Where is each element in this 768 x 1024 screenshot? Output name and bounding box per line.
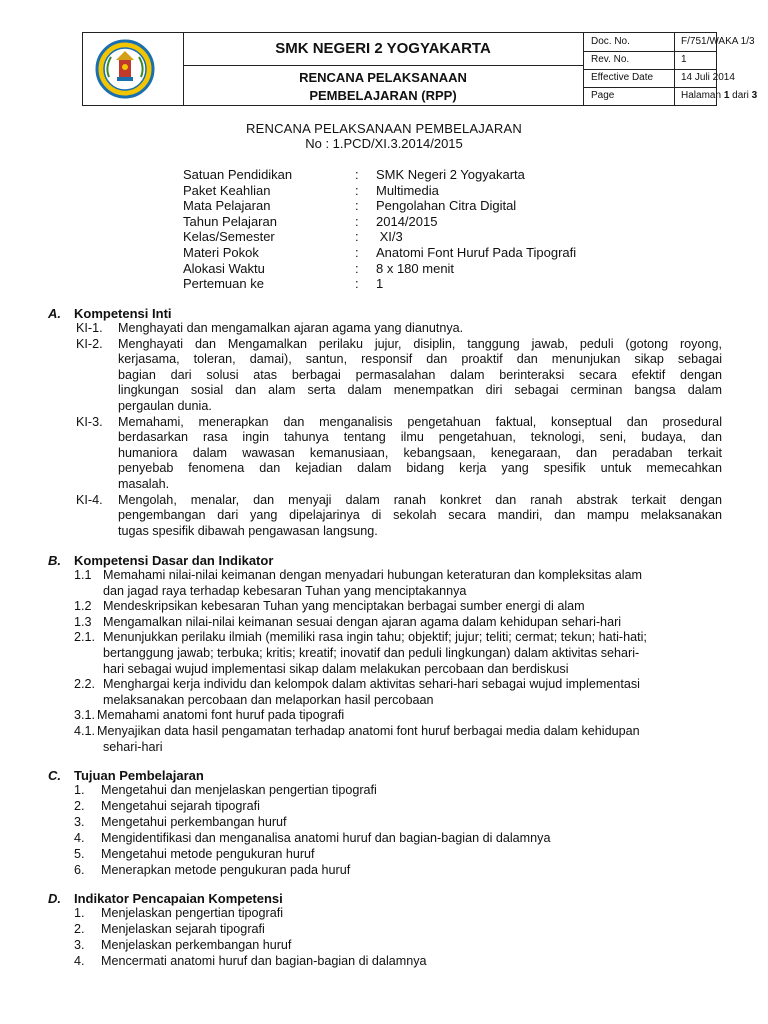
section-title: Tujuan Pembelajaran <box>74 768 204 783</box>
ki-text-line: masalah. <box>118 477 170 491</box>
ki-text-line: lingkungan sosial dan alam serta dalam menempatkan diri sebagai cerminan bangsa dalam <box>118 383 722 398</box>
kd-text-line: dan jagad raya terhadap kebesaran Tuhan yang menciptakannya <box>103 583 467 598</box>
meta-row-rev-no <box>583 51 716 70</box>
meta-value: F/751/WAKA 1/3 <box>681 36 755 47</box>
page-total: 3 <box>751 90 758 101</box>
document-header-table <box>82 32 758 106</box>
section-letter: C. <box>48 768 61 783</box>
ki-text-line: tugas spesifik dibawah pengawasan langsung. <box>118 523 378 538</box>
identity-colon: : <box>355 213 359 229</box>
meta-key: Doc. No. <box>583 33 675 51</box>
kd-number: 3.1. <box>74 708 96 723</box>
section-letter: B. <box>48 553 61 568</box>
identity-label: Kelas/Semester <box>183 229 275 245</box>
section-title: Kompetensi Inti <box>74 306 172 321</box>
indikator-text: Menjelaskan perkembangan huruf <box>101 937 292 952</box>
indikator-number: 4. <box>74 953 85 968</box>
kd-text-line: Mendeskripsikan kebesaran Tuhan yang menciptakan berbagai sumber energi di alam <box>103 599 585 614</box>
kd-text-line: Memahami anatomi font huruf pada tipografi <box>97 708 345 723</box>
kd-text-line: Mengamalkan nilai-nilai keimanan sesuai dengan ajaran agama dalam kehidupan sehari-hari <box>103 614 622 629</box>
identity-colon: : <box>355 229 359 245</box>
kd-text-line: sehari-hari <box>103 739 163 754</box>
indikator-number: 3. <box>74 937 85 952</box>
kd-text-line: hari sebagai wujud implementasi sikap dalam melakukan percobaan dan berdiskusi <box>103 661 569 676</box>
tujuan-text: Mengetahui perkembangan huruf <box>101 814 287 829</box>
kd-number: 2.1. <box>74 630 96 645</box>
tujuan-text: Mengetahui metode pengukuran huruf <box>101 846 315 861</box>
ki-label: KI-1. <box>76 321 103 335</box>
section-title: Kompetensi Dasar dan Indikator <box>74 553 274 568</box>
identity-colon: : <box>355 167 359 182</box>
kd-text-line: Menghargai kerja individu dan kelompok dalam aktivitas sehari-hari sebagai wujud implementasi <box>103 677 640 692</box>
document-number: No : 1.PCD/XI.3.2014/2015 <box>305 136 463 151</box>
kd-number: 1.2 <box>74 599 92 614</box>
kd-number: 1.1 <box>74 568 92 582</box>
tujuan-number: 1. <box>74 783 85 797</box>
meta-key: Effective Date <box>583 69 675 87</box>
identity-colon: : <box>355 182 359 198</box>
ki-text-line: Menghayati dan Mengamalkan perilaku jujur, disiplin, tanggung jawab, peduli (gotong royong, <box>118 336 722 351</box>
section-letter: D. <box>48 891 61 906</box>
tujuan-number: 3. <box>74 814 85 829</box>
page-prefix: Halaman <box>681 90 724 101</box>
ki-text-line: kerjasama, toleran, damai), santun, responsif dan proaktif dan menunjukan sikap sebagai <box>118 352 722 367</box>
identity-label: Alokasi Waktu <box>183 260 265 276</box>
document-title: RENCANA PELAKSANAAN PEMBELAJARAN <box>246 121 522 136</box>
ki-text-line: Memahami, menerapkan dan menganalisis pengetahuan faktual, konseptual dan prosedural <box>118 414 722 429</box>
tujuan-number: 6. <box>74 862 85 877</box>
kd-number: 1.3 <box>74 614 92 629</box>
indikator-text: Menjelaskan pengertian tipografi <box>101 906 284 920</box>
tujuan-text: Mengetahui sejarah tipografi <box>101 798 260 813</box>
indikator-number: 1. <box>74 906 85 920</box>
kd-text-line: bertanggung jawab; terbuka; kritis; kreatif; inovatif dan peduli lingkungan) dalam aktivitas sehari- <box>103 646 640 660</box>
identity-colon: : <box>355 198 359 214</box>
meta-value: 14 Juli 2014 <box>681 72 735 83</box>
kd-text-line: melaksanakan percobaan dan melaporkan hasil percobaan <box>103 692 434 707</box>
logo-cell <box>83 33 184 105</box>
tujuan-number: 4. <box>74 830 85 845</box>
ki-text-line: pergaulan dunia. <box>118 399 212 413</box>
meta-row-doc-no <box>583 33 755 52</box>
indikator-text: Menjelaskan sejarah tipografi <box>101 921 265 936</box>
identity-colon: : <box>355 260 359 276</box>
kd-number: 2.2. <box>74 677 96 692</box>
kd-text-line: Memahami nilai-nilai keimanan dengan menyadari hubungan keteraturan dan kompleksitas alam <box>103 568 643 582</box>
meta-row-effective-date <box>583 69 735 88</box>
identity-label: Materi Pokok <box>183 244 259 260</box>
tujuan-number: 2. <box>74 798 85 813</box>
identity-value: XI/3 <box>376 229 403 245</box>
ki-text-line: bagian dari solusi atas berbagai permasalahan dalam berinteraksi secara efektif dengan <box>118 367 722 382</box>
identity-value: Anatomi Font Huruf Pada Tipografi <box>376 244 577 260</box>
identity-value: 2014/2015 <box>376 213 438 229</box>
kd-text-line: Menyajikan data hasil pengamatan terhadap anatomi font huruf berbagai media dalam kehidupan <box>97 724 640 738</box>
ki-label: KI-3. <box>76 414 103 429</box>
meta-value: 1 <box>681 54 687 65</box>
identity-colon: : <box>355 244 359 260</box>
header-doc-title-line2: PEMBELAJARAN (RPP) <box>309 88 457 103</box>
section-title: Indikator Pencapaian Kompetensi <box>74 891 283 906</box>
tujuan-text: Menerapkan metode pengukuran pada huruf <box>101 862 351 877</box>
meta-row-page <box>583 87 758 105</box>
kd-text-line: Menunjukkan perilaku ilmiah (memiliki rasa ingin tahu; objektif; jujur; teliti; cermat; tekun; hati-hati; <box>103 630 647 645</box>
identity-label: Mata Pelajaran <box>183 198 271 214</box>
identity-value: Multimedia <box>376 182 439 198</box>
kd-number: 4.1. <box>74 724 96 738</box>
identity-value: SMK Negeri 2 Yogyakarta <box>376 167 525 182</box>
identity-label: Paket Keahlian <box>183 182 271 198</box>
doc-meta-table <box>583 33 758 105</box>
meta-key: Page <box>583 87 675 105</box>
identity-value: 1 <box>376 276 384 292</box>
ki-label: KI-2. <box>76 336 103 351</box>
ki-label: KI-4. <box>76 492 103 507</box>
page-number: 1 <box>723 90 730 101</box>
indikator-number: 2. <box>74 921 85 936</box>
identity-label: Pertemuan ke <box>183 276 264 292</box>
ki-text-line: Mengolah, menalar, dan menyaji dalam ranah konkret dan ranah abstrak terkait dengan <box>118 492 722 507</box>
tujuan-text: Mengetahui dan menjelaskan pengertian tipografi <box>101 783 377 797</box>
ki-text-line: Menghayati dan mengamalkan ajaran agama yang dianutnya. <box>118 321 464 335</box>
section-letter: A. <box>48 306 61 321</box>
indikator-text: Mencermati anatomi huruf dan bagian-bagian di dalamnya <box>101 953 427 968</box>
school-name: SMK NEGERI 2 YOGYAKARTA <box>183 33 583 66</box>
page-mid: dari <box>729 90 752 101</box>
identity-value: 8 x 180 menit <box>376 260 455 276</box>
ki-text-line: berdasarkan rasa ingin tahunya tentang ilmu pengetahuan, teknologi, seni, budaya, dan <box>118 430 722 445</box>
identity-label: Satuan Pendidikan <box>183 167 293 182</box>
title-cell <box>183 33 584 105</box>
ki-text-line: penyebab fenomena dan kejadian dalam bidang kerja yang spesifik untuk memecahkan <box>118 461 722 476</box>
school-logo-icon <box>95 39 155 99</box>
identity-colon: : <box>355 276 359 292</box>
tujuan-number: 5. <box>74 846 85 861</box>
header-doc-title-line1: RENCANA PELAKSANAAN <box>299 70 467 85</box>
ki-text-line: pengembangan dari yang dipelajarinya di sekolah secara mandiri, dan mampu melaksanakan <box>118 508 722 523</box>
meta-key: Rev. No. <box>583 51 675 69</box>
meta-value <box>675 87 758 105</box>
identity-value: Pengolahan Citra Digital <box>376 198 517 214</box>
ki-text-line: humaniora dalam wawasan kemanusiaan, kebangsaan, kenegaraan, dan peradaban terkait <box>118 445 722 460</box>
tujuan-text: Mengidentifikasi dan menganalisa anatomi huruf dan bagian-bagian di dalamnya <box>101 830 551 845</box>
identity-label: Tahun Pelajaran <box>183 213 277 229</box>
